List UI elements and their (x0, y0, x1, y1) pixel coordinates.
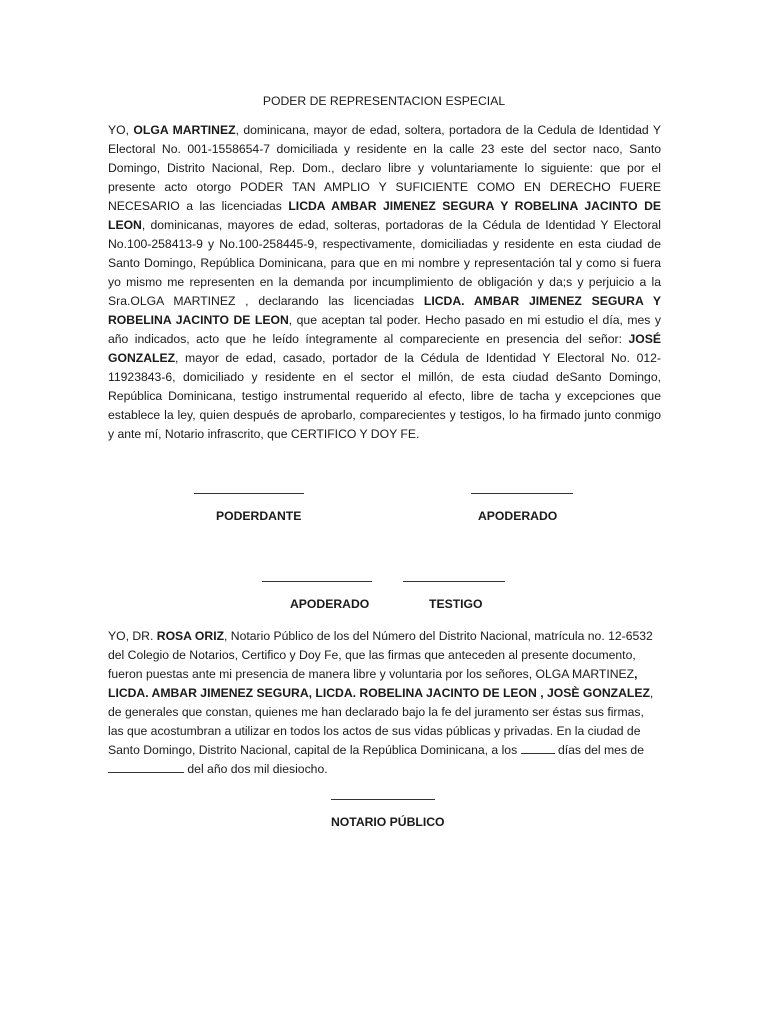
bold-text-run: , LICDA. AMBAR JIMENEZ SEGURA, LICDA. ROBELINA JACINTO DE LEON , JOSÈ GONZALEZ (108, 667, 650, 700)
bold-text-run: LICDA. AMBAR JIMENEZ SEGURA Y ROBELINA JACINTO DE LEON (108, 294, 661, 327)
text-run: , de generales que constan, quienes me han declarado bajo la fe del juramento ser éstas sus firmas, las que acostumbran a utilizar en todos los actos de sus vidas públicas y privadas. En la ciudad de Santo Domingo, Distrito Nacional, capital de la República Dominicana, a los (108, 686, 654, 757)
signature-line-apoderado-1 (471, 493, 573, 494)
bold-text-run: JOSÉ GONZALEZ (108, 332, 661, 365)
text-run: YO, (108, 123, 134, 137)
signature-label-poderdante: PODERDANTE (216, 509, 302, 523)
power-of-attorney-paragraph (108, 121, 661, 444)
signature-line-notary (331, 799, 435, 800)
notary-certification-paragraph (108, 627, 661, 779)
document-title: PODER DE REPRESENTACION ESPECIAL (262, 94, 506, 108)
fill-in-blank (108, 760, 184, 773)
signature-label-notary: NOTARIO PÚBLICO (331, 815, 445, 829)
bold-text-run: OLGA MARTINEZ (133, 123, 236, 137)
text-run: , Notario Público de los del Número del Distrito Nacional, matrícula no. 12-6532 del Colegio de Notarios, Certifico y Doy Fe, que las firmas que anteceden al presente documento, fueron puestas ante mi presencia de manera libre y voluntaria por los señores, OLGA MARTINEZ (108, 629, 653, 681)
fill-in-blank (521, 741, 555, 754)
signature-line-apoderado-2 (262, 581, 372, 582)
text-run: , mayor de edad, casado, portador de la Cédula de Identidad Y Electoral No. 012-11923843-6, domiciliado y residente en el sector el millón, de esta ciudad deSanto Domingo, República Dominicana, testigo instrumental requerido al efecto, libre de tacha y excepciones que establece la ley, quien después de aprobarlo, comparecientes y testigos, lo ha firmado junto conmigo y ante mí, Notario infrascrito, que CERTIFICO Y DOY FE. (108, 351, 661, 441)
text-run: , dominicana, mayor de edad, soltera, portadora de la Cedula de Identidad Y Electoral No. 001-1558654-7 domiciliada y residente en la calle 23 este del sector naco, Santo Domingo, Distrito Nacional, Rep. Dom., declaro libre y voluntariamente lo siguiente: que por el presente acto otorgo PODER TAN AMPLIO Y SUFICIENTE COMO EN DERECHO FUERE NECESARIO a las licenciadas (108, 123, 661, 213)
signature-label-testigo: TESTIGO (429, 597, 483, 611)
text-run: , que aceptan tal poder. Hecho pasado en mi estudio el día, mes y año indicados, acto que he leído íntegramente al compareciente en presencia del señor: (108, 313, 661, 346)
signature-line-poderdante (194, 493, 304, 494)
bold-text-run: LICDA AMBAR JIMENEZ SEGURA Y ROBELINA JACINTO DE LEON (108, 199, 661, 232)
signature-label-apoderado-2: APODERADO (290, 597, 370, 611)
text-run: YO, DR. (108, 629, 157, 643)
text-run: del año dos mil diesiocho. (184, 762, 328, 776)
text-run: , dominicanas, mayores de edad, solteras, portadoras de la Cédula de Identidad Y Electoral No.100-258413-9 y No.100-258445-9, respectivamente, domiciliadas y residente en esta ciudad de Santo Domingo, República Dominicana, para que en mi nombre y representación tal y como si fuera yo mismo me representen en la demanda por incumplimiento de obligación y da;s y perjuicio a la Sra.OLGA MARTINEZ , declarando las licenciadas (108, 218, 661, 308)
signature-line-testigo (403, 581, 505, 582)
text-run: días del mes de (554, 743, 644, 757)
signature-label-apoderado-1: APODERADO (478, 509, 558, 523)
bold-text-run: ROSA ORIZ (156, 629, 225, 643)
